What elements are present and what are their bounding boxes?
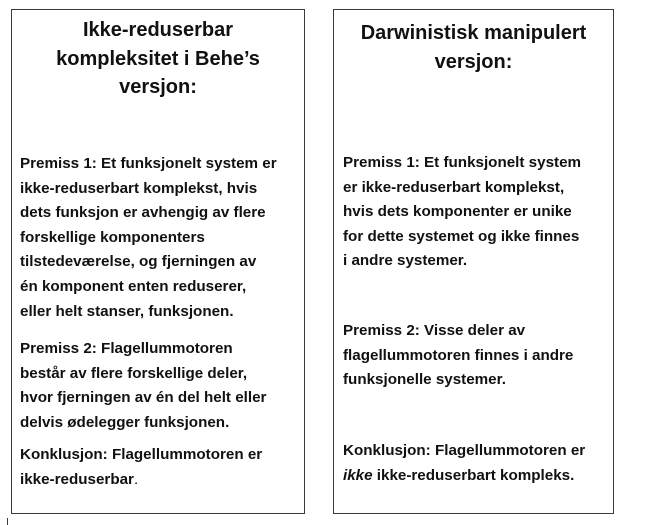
title-line: versjon: [434,50,513,73]
darwinist-version-panel [333,9,614,514]
text-line: hvor fjerningen av én del helt eller [20,389,267,407]
text-line: forskellige komponenters [20,228,205,246]
conclusion-emphasis: ikke [343,466,373,484]
text-line: for dette systemet og ikke finnes [343,227,580,245]
behe-conclusion [20,443,302,492]
title-line: Darwinistisk manipulert [360,22,587,44]
title-line: kompleksitet i Behe’s [56,47,260,70]
text-line [20,468,302,493]
darwinist-conclusion [343,439,611,488]
text-line: er ikke-reduserbart komplekst, [343,178,565,196]
behe-premise-1 [20,152,302,324]
text-line: Premiss 2: Visse deler av [343,322,526,339]
behe-version-title [12,16,304,102]
text-line: ikke-reduserbart komplekst, hvis [20,179,258,197]
darwinist-premise-2 [343,319,611,393]
text-line: Konklusjon: Flagellummotoren er [20,446,263,463]
text-line: i andre systemer. [343,252,468,270]
text-line: hvis dets komponenter er unike [343,203,572,221]
text-line: flagellummotoren finnes i andre [343,346,574,364]
title-line: versjon: [119,76,197,98]
text-line [343,464,611,489]
text-line: delvis ødelegger funksjonen. [20,413,230,431]
behe-version-panel [11,9,305,514]
text-line: Konklusjon: Flagellummotoren er [343,442,586,459]
text-line: én komponent enten reduserer, [20,277,247,295]
darwinist-premise-1 [343,151,611,274]
behe-premise-2 [20,337,302,435]
text-line: Premiss 2: Flagellummotoren [20,340,233,357]
conclusion-text: ikke-reduserbar [20,470,134,488]
text-line: dets funksjon er avhengig av flere [20,204,266,222]
conclusion-period: . [133,470,139,488]
conclusion-rest: ikke-reduserbart kompleks. [372,466,575,484]
darwinist-version-title [334,19,613,76]
text-line: eller helt stanser, funksjonen. [20,302,234,320]
text-line: Premiss 1: Et funksjonelt system [343,154,582,171]
title-line: Ikke-reduserbar [82,19,234,41]
text-line: består av flere forskellige deler, [20,364,248,382]
page-edge-mark [7,518,8,525]
text-line: Premiss 1: Et funksjonelt system er [20,155,277,172]
text-line: funksjonelle systemer. [343,371,506,389]
text-line: tilstedeværelse, og fjerningen av [20,253,257,271]
